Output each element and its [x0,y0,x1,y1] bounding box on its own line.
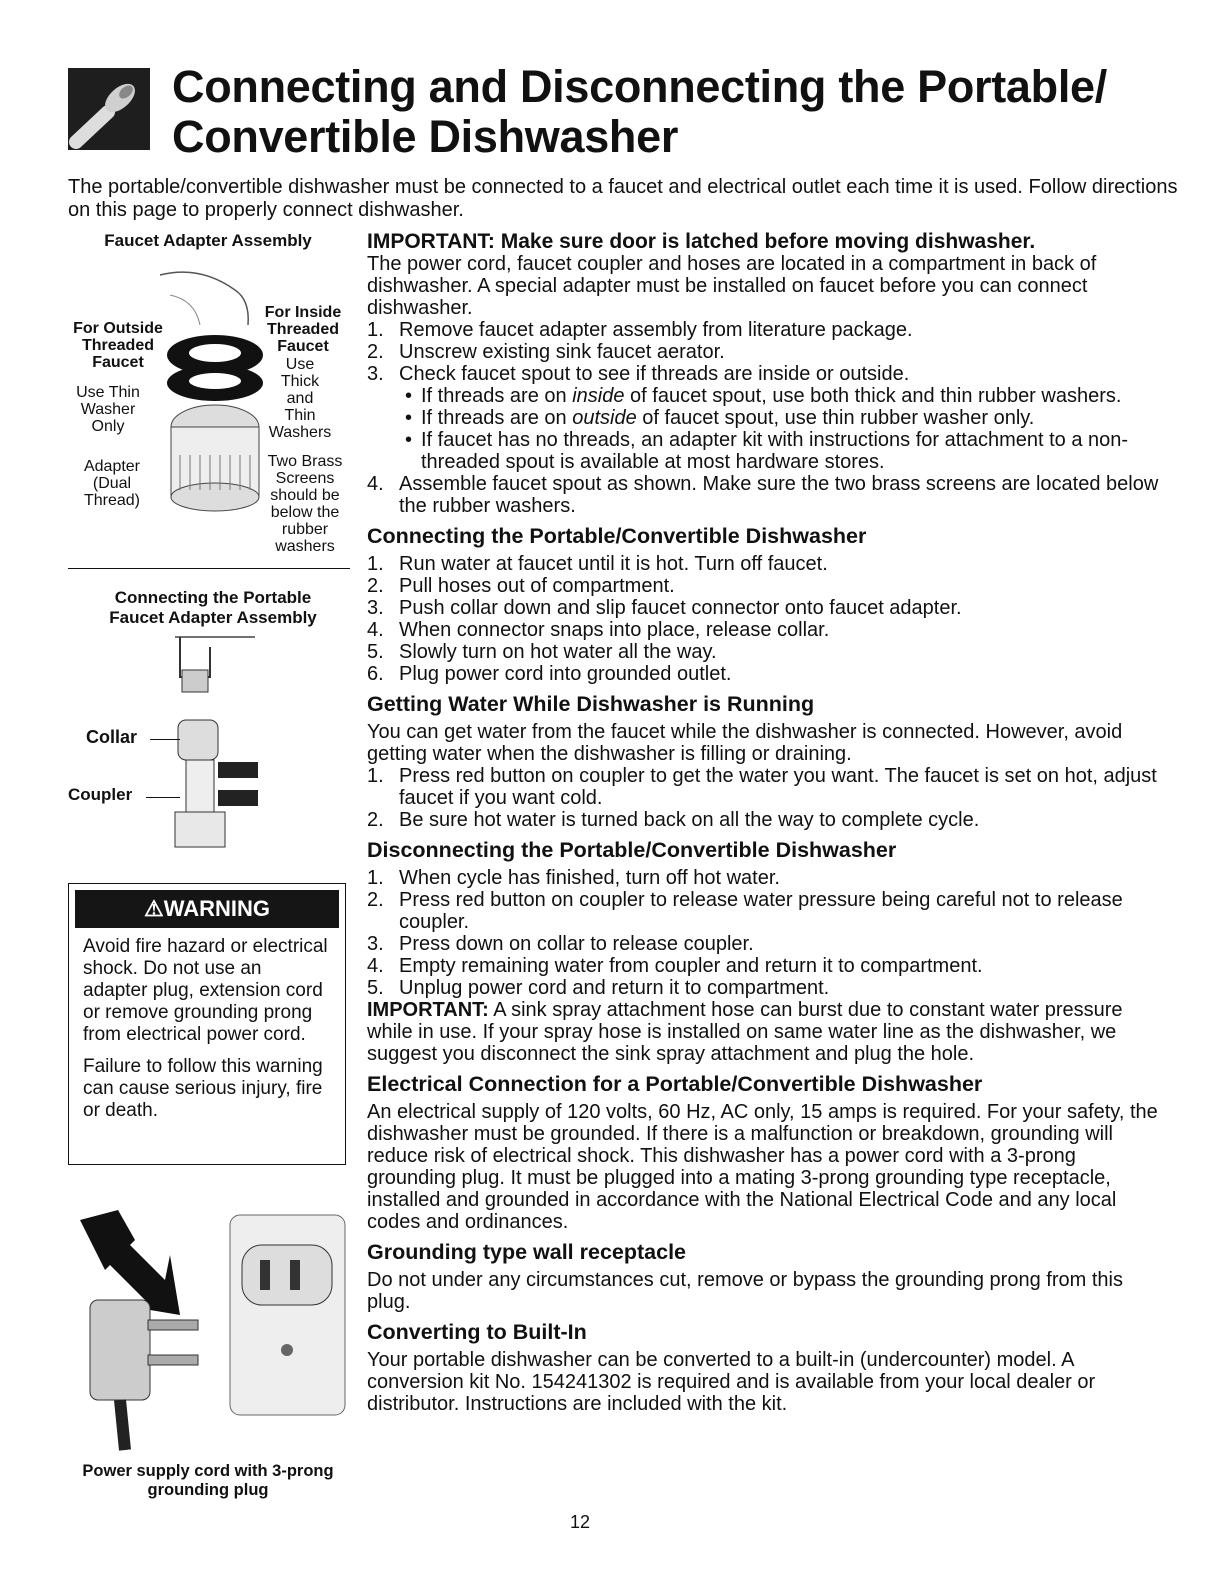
list-item: 6. Plug power cord into grounded outlet. [367,663,732,685]
instructions-column [367,231,1167,1415]
warning-text-2: Failure to follow this warning can cause serious injury, fire or death. [83,1056,323,1121]
grounding-heading: Grounding type wall receptacle [367,1240,686,1264]
title-line-2: Convertible Dishwasher [172,111,679,162]
list-item: 3. Check faucet spout to see if threads are inside or outside. [367,363,910,385]
spray-important: IMPORTANT: A sink spray attachment hose can burst due to constant water pressure while in use. If your spray hose is installed on same water line as the dishwasher, we suggest you disconnect the sink spray attachment and plug the hole. [367,999,1123,1065]
faucet-adapter-title: Faucet Adapter Assembly [104,231,312,250]
disconnecting-steps [367,867,1167,999]
converting-text: Your portable dishwasher can be converted to a built-in (undercounter) model. A conversion kit No. 154241302 is required and is available from your local dealer or distributor. Instructions are included with the kit. [367,1349,1096,1415]
getting-water-text: You can get water from the faucet while the dishwasher is connected. However, avoid getting water when the dishwasher is filling or draining. [367,721,1123,765]
title-line-1: Connecting and Disconnecting the Portable/ [172,61,1107,112]
intro-paragraph: The portable/convertible dishwasher must be connected to a faucet and electrical outlet each time it is used. Follow directions on this page to properly connect dishwasher. [68,176,1178,221]
list-item: • If threads are on outside of faucet spout, use thin rubber washer only. [399,407,1167,429]
warning-triangle-icon: ⚠ [143,896,164,921]
plug-caption: Power supply cord with 3-prong grounding plug [82,1462,334,1499]
getting-water-heading: Getting Water While Dishwasher is Running [367,692,815,716]
list-item: 2. Pull hoses out of compartment. [367,575,675,597]
important-heading: IMPORTANT: Make sure door is latched before moving dishwasher. [367,230,1036,253]
list-item: 1. Remove faucet adapter assembly from literature package. [367,319,913,341]
connecting-figure-caption: Connecting the Portable Faucet Adapter Assembly [109,588,317,627]
connecting-heading: Connecting the Portable/Convertible Dishwasher [367,524,867,548]
plug-illustration [70,1205,350,1455]
getting-water-steps [367,765,1167,831]
connecting-steps [367,553,1167,685]
disconnecting-heading: Disconnecting the Portable/Convertible Dishwasher [367,838,897,862]
list-item: 3. Push collar down and slip faucet connector onto faucet adapter. [367,597,962,619]
outside-threaded-label: For Outside Threaded Faucet [73,320,163,371]
list-item: 2. Press red button on coupler to release water pressure being careful not to release coupler. [367,889,1123,933]
warning-header: ⚠WARNING [75,890,339,928]
electrical-text: An electrical supply of 120 volts, 60 Hz, AC only, 15 amps is required. For your safety, the dishwasher must be grounded. If there is a malfunction or breakdown, grounding will reduce risk of electrical shock. This dishwasher has a power cord with a 3-prong grounding plug. It must be plugged into a mating 3-prong grounding type receptacle, installed and grounded in accordance with the National Electrical Code and any local codes and ordinances. [367,1101,1158,1233]
page-title [172,62,1107,162]
list-item: 2. Be sure hot water is turned back on all the way to complete cycle. [367,809,980,831]
list-item: 5. Unplug power cord and return it to compartment. [367,977,830,999]
list-item: • If faucet has no threads, an adapter kit with instructions for attachment to a non-threaded spout is available at most hardware stores. [399,429,1167,473]
list-item: 1. Run water at faucet until it is hot. Turn off faucet. [367,553,828,575]
grounding-text: Do not under any circumstances cut, remove or bypass the grounding prong from this plug. [367,1269,1123,1313]
divider [68,568,350,569]
list-item: 5. Slowly turn on hot water all the way. [367,641,717,663]
warning-text-1: Avoid fire hazard or electrical shock. Do not use an adapter plug, extension cord or remove grounding prong from electrical power cord. [83,936,328,1045]
brass-screens-label: Two Brass Screens should be below the rubber washers [267,453,343,555]
list-item: 2. Unscrew existing sink faucet aerator. [367,341,725,363]
coupler-leader [146,797,180,798]
adapter-steps [367,319,1167,385]
important-text: The power cord, faucet coupler and hoses are located in a compartment in back of dishwasher. A special adapter must be installed on faucet before you can connect dishwasher. [367,253,1097,319]
list-item: 1. Press red button on coupler to get the water you want. The faucet is set on hot, adjust faucet if you want cold. [367,765,1157,809]
coupler-illustration [150,632,270,872]
collar-label: Collar [86,727,138,747]
list-item: 1. When cycle has finished, turn off hot water. [367,867,780,889]
page-number: 12 [570,1512,591,1532]
electrical-heading: Electrical Connection for a Portable/Convertible Dishwasher [367,1072,983,1096]
coupler-label: Coupler [68,785,133,804]
list-item: 3. Press down on collar to release coupler. [367,933,754,955]
thick-thin-label: Use Thick and Thin Washers [268,356,332,441]
list-item: 4. When connector snaps into place, release collar. [367,619,830,641]
adapter-label: Adapter (Dual Thread) [83,458,141,509]
warning-box [68,883,346,1165]
list-item: 4. Assemble faucet spout as shown. Make sure the two brass screens are located below the rubber washers. [367,473,1159,517]
thread-bullets [367,385,1167,473]
list-item: 4. Empty remaining water from coupler and return it to compartment. [367,955,983,977]
collar-leader [150,739,180,740]
list-item: • If threads are on inside of faucet spout, use both thick and thin rubber washers. [399,385,1167,407]
thin-washer-label: Use Thin Washer Only [76,384,140,435]
converting-heading: Converting to Built-In [367,1320,587,1344]
hose-icon [68,68,150,150]
inside-threaded-label: For Inside Threaded Faucet [264,304,342,355]
